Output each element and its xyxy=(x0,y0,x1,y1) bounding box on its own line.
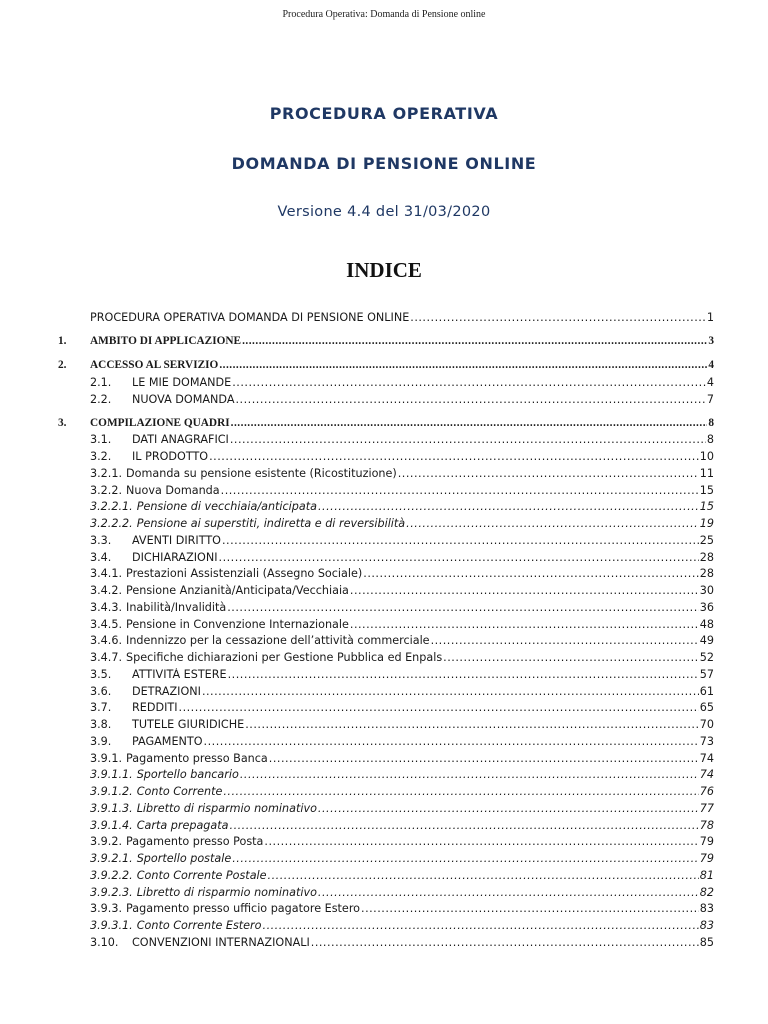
toc-entry-page-number: 76 xyxy=(699,785,714,798)
toc-entry[interactable] xyxy=(58,584,714,601)
toc-entry[interactable] xyxy=(58,618,714,635)
toc-entry-page-number: 74 xyxy=(699,751,714,765)
toc-entry[interactable] xyxy=(58,376,714,393)
toc-entry-page-number: 81 xyxy=(699,868,714,882)
toc-dot-leader xyxy=(361,902,699,915)
toc-entry[interactable] xyxy=(58,802,714,819)
toc-entry-page-number: 30 xyxy=(699,584,714,597)
toc-entry[interactable] xyxy=(58,852,714,869)
toc-entry-number: 3.10. xyxy=(90,935,119,949)
table-of-contents xyxy=(58,311,714,953)
toc-dot-leader xyxy=(221,484,699,497)
toc-entry[interactable] xyxy=(58,500,714,517)
toc-entry[interactable] xyxy=(58,393,714,410)
toc-entry-number: 3.9.2.2. xyxy=(90,868,133,882)
toc-entry-number: 3.4.7. xyxy=(90,651,123,664)
toc-entry-number: 3. xyxy=(58,416,67,429)
toc-entry-number: 3.9.1.4. xyxy=(90,818,133,832)
toc-entry-page-number: 8 xyxy=(706,433,714,447)
toc-dot-leader xyxy=(230,819,699,832)
toc-dot-leader xyxy=(230,433,706,446)
toc-dot-leader xyxy=(232,852,699,865)
toc-entry[interactable] xyxy=(58,601,714,618)
toc-entry-page-number: 74 xyxy=(699,768,714,782)
toc-entry-number: 2.2. xyxy=(90,392,112,406)
toc-entry[interactable] xyxy=(58,685,714,702)
toc-entry-number: 3.5. xyxy=(90,667,112,681)
toc-dot-leader xyxy=(431,634,699,647)
toc-entry[interactable] xyxy=(58,768,714,785)
toc-entry-page-number: 4 xyxy=(706,375,714,389)
toc-dot-leader xyxy=(235,393,705,406)
index-title: INDICE xyxy=(346,258,422,282)
toc-entry[interactable] xyxy=(58,450,714,467)
toc-entry-page-number: 79 xyxy=(699,852,714,865)
toc-entry-label: Pensione ai superstiti, indiretta e di reversibilità xyxy=(136,517,406,530)
toc-entry[interactable] xyxy=(58,735,714,752)
toc-dot-leader xyxy=(318,886,699,899)
toc-entry-number: 3.9.3. xyxy=(90,902,123,916)
toc-entry-label: LE MIE DOMANDE xyxy=(132,375,232,389)
toc-dot-leader xyxy=(228,668,699,681)
toc-entry-page-number: 52 xyxy=(699,651,714,664)
toc-entry-label: Domanda su pensione esistente (Ricostituzione) xyxy=(126,466,397,480)
toc-entry-page-number: 25 xyxy=(699,533,714,547)
toc-entry-page-number: 78 xyxy=(699,818,714,832)
toc-entry[interactable] xyxy=(58,567,714,584)
toc-entry-label: Carta prepagata xyxy=(136,818,229,832)
toc-entry-number: 3.4.5. xyxy=(90,617,123,631)
toc-entry-label: CONVENZIONI INTERNAZIONALI xyxy=(132,935,310,949)
toc-entry-page-number: 10 xyxy=(699,450,714,463)
toc-entry[interactable] xyxy=(58,412,714,433)
toc-entry-page-number: 73 xyxy=(699,734,714,748)
toc-entry-page-number: 3 xyxy=(708,335,714,348)
toc-dot-leader xyxy=(227,601,699,614)
toc-entry[interactable] xyxy=(58,311,714,328)
toc-entry[interactable] xyxy=(58,355,714,376)
toc-entry-number: 3.2.2.1. xyxy=(90,500,133,514)
toc-entry-page-number: 36 xyxy=(699,600,714,614)
toc-entry-page-number: 83 xyxy=(699,919,714,932)
toc-entry-label: DATI ANAGRAFICI xyxy=(132,433,229,447)
toc-entry-page-number: 1 xyxy=(706,311,714,324)
toc-dot-leader xyxy=(269,752,699,765)
toc-dot-leader xyxy=(204,735,699,748)
toc-entry[interactable] xyxy=(58,902,714,919)
toc-entry-number: 3.4.1. xyxy=(90,567,123,581)
toc-entry-label: Sportello postale xyxy=(136,852,232,865)
toc-entry-number: 3.6. xyxy=(90,684,112,698)
document-title: PROCEDURA OPERATIVA xyxy=(269,104,499,123)
toc-dot-leader xyxy=(406,517,699,530)
toc-entry-number: 3.4.3. xyxy=(90,600,123,614)
toc-entry-page-number: 48 xyxy=(699,617,714,631)
toc-entry-label: Conto Corrente Postale xyxy=(136,868,267,882)
toc-entry-label: Pagamento presso ufficio pagatore Estero xyxy=(126,902,361,916)
toc-entry-label: IL PRODOTTO xyxy=(132,450,209,463)
toc-entry-label: NUOVA DOMANDA xyxy=(132,392,235,406)
document-subtitle: DOMANDA DI PENSIONE ONLINE xyxy=(231,154,537,173)
toc-entry-label: PAGAMENTO xyxy=(132,734,203,748)
toc-entry-number: 2.1. xyxy=(90,375,112,389)
toc-entry-number: 3.2.1. xyxy=(90,466,123,480)
toc-entry-label: ATTIVITÀ ESTERE xyxy=(132,667,227,681)
toc-entry-label: Pensione di vecchiaia/anticipata xyxy=(136,500,317,514)
toc-entry-page-number: 19 xyxy=(699,517,714,530)
toc-dot-leader xyxy=(245,718,699,731)
running-header: Procedura Operativa: Domanda di Pensione online xyxy=(282,9,486,20)
toc-entry-label: REDDITI xyxy=(132,701,178,715)
toc-entry[interactable] xyxy=(58,551,714,568)
toc-dot-leader xyxy=(264,835,698,848)
toc-entry[interactable] xyxy=(58,936,714,953)
toc-entry[interactable] xyxy=(58,517,714,534)
toc-entry[interactable] xyxy=(58,752,714,769)
toc-entry-number: 3.9.3.1. xyxy=(90,919,133,932)
toc-entry-number: 3.2.2. xyxy=(90,483,123,497)
toc-entry-label: Conto Corrente Estero xyxy=(136,919,262,932)
toc-entry-label: Sportello bancario xyxy=(136,768,239,782)
toc-dot-leader xyxy=(318,802,699,815)
toc-entry-label: Inabilità/Invalidità xyxy=(126,600,227,614)
toc-entry-page-number: 61 xyxy=(699,684,714,698)
toc-entry-page-number: 15 xyxy=(699,500,714,514)
toc-entry-page-number: 79 xyxy=(699,835,714,849)
toc-entry-number: 3.9.1.3. xyxy=(90,801,133,815)
toc-entry-label: Pagamento presso Posta xyxy=(126,835,264,849)
toc-entry-label: Pagamento presso Banca xyxy=(126,751,268,765)
toc-entry[interactable] xyxy=(58,331,714,352)
toc-entry-label: Libretto di risparmio nominativo xyxy=(136,885,317,899)
toc-dot-leader xyxy=(398,467,699,480)
toc-entry-label: Nuova Domanda xyxy=(126,483,220,497)
toc-dot-leader xyxy=(179,701,699,714)
toc-entry-page-number: 57 xyxy=(699,667,714,681)
toc-entry-number: 3.9.1. xyxy=(90,751,123,765)
toc-entry-page-number: 15 xyxy=(699,483,714,497)
toc-entry-page-number: 82 xyxy=(699,885,714,899)
toc-dot-leader xyxy=(311,936,699,949)
toc-entry-label: DICHIARAZIONI xyxy=(132,550,218,564)
toc-entry[interactable] xyxy=(58,886,714,903)
toc-entry-page-number: 49 xyxy=(699,634,714,648)
toc-entry[interactable] xyxy=(58,718,714,735)
toc-entry[interactable] xyxy=(58,819,714,836)
toc-dot-leader xyxy=(219,359,707,371)
toc-entry-page-number: 77 xyxy=(699,801,714,815)
toc-entry-number: 3.8. xyxy=(90,718,112,731)
toc-entry-number: 1. xyxy=(58,335,67,348)
toc-entry-number: 3.1. xyxy=(90,433,112,447)
toc-entry-number: 2. xyxy=(58,359,67,372)
toc-entry[interactable] xyxy=(58,668,714,685)
toc-dot-leader xyxy=(219,551,699,564)
toc-entry[interactable] xyxy=(58,869,714,886)
toc-dot-leader xyxy=(263,919,699,932)
toc-entry-page-number: 11 xyxy=(699,466,714,480)
toc-entry-label: PROCEDURA OPERATIVA DOMANDA DI PENSIONE ONLINE xyxy=(90,311,410,324)
toc-entry-page-number: 28 xyxy=(699,550,714,564)
toc-entry-label: ACCESSO AL SERVIZIO xyxy=(90,359,219,372)
toc-entry-page-number: 28 xyxy=(699,567,714,581)
toc-entry[interactable] xyxy=(58,701,714,718)
toc-entry-page-number: 85 xyxy=(699,935,714,949)
toc-dot-leader xyxy=(443,651,699,664)
toc-entry-label: Indennizzo per la cessazione dell’attività commerciale xyxy=(126,634,430,648)
toc-entry-label: COMPILAZIONE QUADRI xyxy=(90,416,230,429)
toc-entry[interactable] xyxy=(58,433,714,450)
toc-entry[interactable] xyxy=(58,467,714,484)
toc-entry-label: DETRAZIONI xyxy=(132,684,201,698)
toc-entry-number: 3.9.1.1. xyxy=(90,768,133,782)
toc-entry-label: AVENTI DIRITTO xyxy=(132,533,221,547)
toc-entry[interactable] xyxy=(58,651,714,668)
toc-entry-number: 3.9.2.3. xyxy=(90,885,133,899)
toc-entry-number: 3.4.2. xyxy=(90,584,123,597)
toc-dot-leader xyxy=(350,584,699,597)
toc-entry-label: AMBITO DI APPLICAZIONE xyxy=(90,335,242,348)
toc-dot-leader xyxy=(222,534,699,547)
toc-entry-number: 3.3. xyxy=(90,533,112,547)
toc-dot-leader xyxy=(410,311,706,324)
toc-entry-label: Pensione in Convenzione Internazionale xyxy=(126,617,349,631)
toc-entry[interactable] xyxy=(58,919,714,936)
toc-dot-leader xyxy=(318,500,699,513)
toc-dot-leader xyxy=(232,376,706,389)
toc-entry-page-number: 83 xyxy=(699,902,714,916)
toc-dot-leader xyxy=(231,417,708,429)
toc-entry[interactable] xyxy=(58,484,714,501)
toc-entry-page-number: 65 xyxy=(699,701,714,715)
toc-entry-number: 3.9.1.2. xyxy=(90,785,133,798)
toc-entry-label: Prestazioni Assistenziali (Assegno Sociale) xyxy=(126,567,363,581)
toc-entry-number: 3.2.2.2. xyxy=(90,517,133,530)
document-version: Versione 4.4 del 31/03/2020 xyxy=(277,204,491,220)
toc-entry-label: Libretto di risparmio nominativo xyxy=(136,801,317,815)
toc-entry-page-number: 7 xyxy=(706,392,714,406)
toc-entry-number: 3.4. xyxy=(90,550,112,564)
toc-entry-label: TUTELE GIURIDICHE xyxy=(132,718,245,731)
toc-dot-leader xyxy=(350,618,699,631)
toc-dot-leader xyxy=(242,335,707,347)
toc-entry-label: Pensione Anzianità/Anticipata/Vecchiaia xyxy=(126,584,349,597)
toc-entry[interactable] xyxy=(58,634,714,651)
toc-entry-label: Conto Corrente xyxy=(136,785,223,798)
toc-dot-leader xyxy=(202,685,699,698)
toc-entry[interactable] xyxy=(58,534,714,551)
toc-entry-number: 3.7. xyxy=(90,701,112,715)
toc-entry-page-number: 4 xyxy=(708,359,714,372)
toc-entry-number: 3.9.2. xyxy=(90,835,123,849)
toc-dot-leader xyxy=(363,567,698,580)
toc-dot-leader xyxy=(268,869,699,882)
toc-dot-leader xyxy=(209,450,699,463)
toc-entry-label: Specifiche dichiarazioni per Gestione Pubblica ed Enpals xyxy=(126,651,443,664)
toc-entry-number: 3.9. xyxy=(90,734,112,748)
toc-entry[interactable] xyxy=(58,785,714,802)
toc-entry-number: 3.4.6. xyxy=(90,634,123,648)
toc-entry[interactable] xyxy=(58,835,714,852)
toc-dot-leader xyxy=(240,768,699,781)
toc-entry-page-number: 8 xyxy=(708,416,714,429)
toc-entry-number: 3.2. xyxy=(90,450,112,463)
toc-dot-leader xyxy=(223,785,698,798)
toc-entry-page-number: 70 xyxy=(699,718,714,731)
toc-entry-number: 3.9.2.1. xyxy=(90,852,133,865)
